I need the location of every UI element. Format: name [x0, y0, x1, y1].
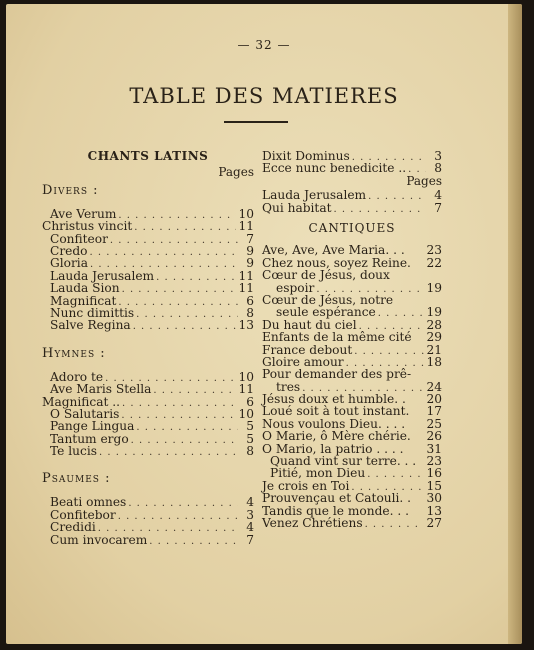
dot-leader [136, 309, 238, 321]
dot-leader [368, 191, 426, 203]
toc-entry-title: Ave Verum [50, 206, 117, 221]
toc-entry-page: 29 [426, 330, 442, 345]
toc-entry [42, 319, 254, 331]
toc-entry-title: France debout [262, 342, 353, 357]
toc-entry [42, 383, 254, 395]
toc-entry-page: 6 [246, 293, 254, 308]
toc-entry-title: Jésus doux et humble. . [262, 392, 406, 407]
toc-entry-title: Magnificat [50, 293, 117, 308]
toc-entry-title: Prouvençau et Catouli. . [262, 491, 412, 506]
toc-entry-title: Confitebor [50, 507, 116, 522]
toc-entry-title: Enfants de la même cité [262, 330, 412, 345]
toc-entry-title: O Mario, la patrio . . . . [262, 441, 404, 456]
dot-leader [149, 536, 238, 548]
dot-leader [136, 422, 238, 434]
toc-entry-title: Adoro te [50, 369, 104, 384]
dot-leader [367, 469, 424, 481]
toc-entry-page: 26 [426, 429, 442, 444]
toc-entry-page: 19 [426, 305, 442, 320]
pages-label-right: Pages [406, 173, 442, 188]
toc-entry-page: 4 [434, 188, 442, 203]
toc-entry-title: Credidi [50, 520, 96, 535]
toc-entry-page: 7 [246, 532, 254, 547]
toc-entry [262, 269, 442, 281]
toc-entry [262, 162, 442, 174]
toc-entry-page: 21 [426, 342, 442, 357]
toc-entry-title: Tantum ergo [50, 431, 129, 446]
book-page [6, 4, 522, 644]
toc-entry [262, 306, 442, 318]
toc-entry-page: 16 [426, 466, 442, 481]
toc-entry-page: 11 [238, 281, 254, 296]
toc-entry-title: Cum invocarem [50, 532, 148, 547]
dot-leader [118, 297, 238, 309]
toc-entry-title: Ave, Ave, Ave Maria. . . [262, 243, 405, 258]
toc-entry-page: 13 [426, 503, 442, 518]
toc-entry-page: 30 [426, 491, 442, 506]
toc-entry-page: 8 [434, 161, 442, 176]
toc-entry [42, 445, 254, 457]
dot-leader [133, 321, 237, 333]
dot-leader [134, 222, 236, 234]
section-heading: Divers : [42, 182, 99, 198]
toc-entry [42, 282, 254, 294]
toc-entry-title: Lauda Jerusalem [262, 188, 367, 203]
toc-entry-title: Pour demander des prê- [262, 367, 412, 382]
toc-entry-title: Qui habitat [262, 200, 332, 215]
right-mid-list [262, 189, 442, 214]
toc-entry-page: 5 [246, 419, 254, 434]
toc-entry-page: 8 [246, 305, 254, 320]
toc-entry-page: 17 [426, 404, 442, 419]
toc-entry-page: 11 [238, 219, 254, 234]
toc-entry [262, 202, 442, 214]
right-column [262, 150, 442, 529]
toc-entry-title: Confiteor [50, 231, 108, 246]
toc-entry-title: Je crois en Toi [262, 478, 350, 493]
page-number: — 32 — [237, 38, 291, 52]
toc-entry-title: Nous voulons Dieu. . . . [262, 416, 406, 431]
toc-entry-title: Ecce nunc benedicite .. [262, 161, 407, 176]
left-sections [42, 182, 254, 547]
toc-entry-title: Beati omnes [50, 495, 127, 510]
toc-entry-page: 6 [246, 394, 254, 409]
toc-entry-title: Cœur de Jésus, doux [262, 268, 390, 283]
section-heading: Psaumes : [42, 471, 111, 487]
toc-entry-page: 10 [238, 206, 254, 221]
toc-entry-page: 22 [426, 255, 442, 270]
toc-entry-title: Nunc dimittis [50, 305, 135, 320]
toc-entry [262, 430, 442, 442]
toc-entry [42, 220, 254, 232]
dot-leader [118, 210, 236, 222]
toc-entry [262, 467, 442, 479]
toc-entry-page: 23 [426, 454, 442, 469]
toc-entry [42, 521, 254, 533]
toc-entry-page: 3 [434, 149, 442, 163]
toc-entry-page: 18 [426, 354, 442, 369]
toc-entry [262, 517, 442, 529]
dot-leader [365, 519, 425, 531]
toc-entry-page: 9 [246, 256, 254, 271]
dot-leader [156, 272, 236, 284]
toc-entry-title: Cœur de Jésus, notre [262, 292, 394, 307]
dot-leader [378, 308, 425, 320]
dot-leader [99, 447, 238, 459]
toc-entry-title: Gloire amour [262, 354, 344, 369]
toc-entry-title: Dixit Dominus [262, 149, 350, 163]
toc-entry-title: Te lucis [50, 444, 97, 459]
toc-entry-page: 10 [238, 406, 254, 421]
toc-entry [42, 257, 254, 269]
dot-leader [354, 346, 424, 358]
toc-entry [262, 189, 442, 201]
toc-entry [42, 496, 254, 508]
toc-entry-page: 7 [434, 200, 442, 215]
toc-entry-page: 31 [426, 441, 442, 456]
toc-entry-title: Du haut du ciel [262, 317, 357, 332]
toc-entry-title: Venez Chrétiens [262, 515, 363, 530]
section-heading: Hymnes : [42, 345, 106, 361]
toc-entry-title: Loué soit à tout instant. [262, 404, 410, 419]
toc-entry-title: Credo [50, 243, 88, 258]
right-top-list [262, 150, 442, 175]
toc-entry-page: 11 [238, 382, 254, 397]
toc-entry-title: Pitié, mon Dieu [270, 466, 366, 481]
toc-entry-page: 28 [426, 317, 442, 332]
toc-entry-title: tres [276, 379, 301, 394]
toc-entry-page: 13 [238, 318, 254, 333]
toc-entry-title: espoir [276, 280, 315, 295]
dot-leader [334, 204, 427, 216]
toc-entry-page: 10 [238, 369, 254, 384]
dot-leader [122, 398, 238, 410]
toc-entry-page: 4 [246, 495, 254, 510]
toc-entry-title: O Marie, ô Mère chérie. [262, 429, 411, 444]
toc-entry-title: Salve Regina [50, 318, 131, 333]
toc-entry-title: Lauda Sion [50, 281, 120, 296]
toc-entry [262, 244, 442, 256]
toc-entry-page: 3 [246, 507, 254, 522]
dot-leader [128, 498, 238, 510]
toc-entry-page: 11 [238, 268, 254, 283]
cantiques-list [262, 244, 442, 529]
dot-leader [122, 284, 237, 296]
toc-entry-page: 4 [246, 520, 254, 535]
toc-entry-title: Christus vincit [42, 219, 133, 234]
pages-label-left: Pages [218, 165, 254, 180]
toc-entry-page: 5 [246, 431, 254, 446]
toc-entry [262, 405, 442, 417]
toc-entry-title: Quand vint sur terre. . . [270, 454, 417, 469]
left-column [42, 150, 254, 546]
toc-entry-title: Pange Lingua [50, 419, 135, 434]
dot-leader [90, 247, 238, 259]
toc-entry-page: 19 [426, 280, 442, 295]
page-title: TABLE DES MATIERES [129, 84, 399, 108]
toc-entry-title: seule espérance [276, 305, 376, 320]
toc-entry [42, 420, 254, 432]
toc-entry-title: O Salutaris [50, 406, 120, 421]
toc-entry-page: 7 [246, 231, 254, 246]
dot-leader [121, 410, 236, 422]
toc-entry-title: Tandis que le monde. . . [262, 503, 409, 518]
toc-entry-page: 24 [426, 379, 442, 394]
chants-latins-heading: CHANTS LATINS [87, 149, 209, 163]
title-underline [224, 121, 288, 123]
toc-entry-title: Ave Maris Stella [50, 382, 152, 397]
toc-entry-title: Magnificat .. [42, 394, 121, 409]
toc-entry-title: Gloria [50, 256, 88, 271]
toc-entry-page: 23 [426, 243, 442, 258]
toc-entry-page: 25 [426, 416, 442, 431]
toc-entry-page: 20 [426, 392, 442, 407]
dot-leader [131, 435, 238, 447]
toc-entry-page: 8 [246, 444, 254, 459]
toc-entry-page: 9 [246, 243, 254, 258]
toc-entry-page: 27 [426, 515, 442, 530]
dot-leader [110, 235, 238, 247]
cantiques-heading: CANTIQUES [308, 220, 396, 235]
toc-entry-title: Chez nous, soyez Reine. [262, 255, 411, 270]
toc-entry-page: 15 [426, 478, 442, 493]
dot-leader [153, 385, 236, 397]
toc-entry-title: Lauda Jerusalem [50, 268, 155, 283]
dot-leader [118, 511, 238, 523]
